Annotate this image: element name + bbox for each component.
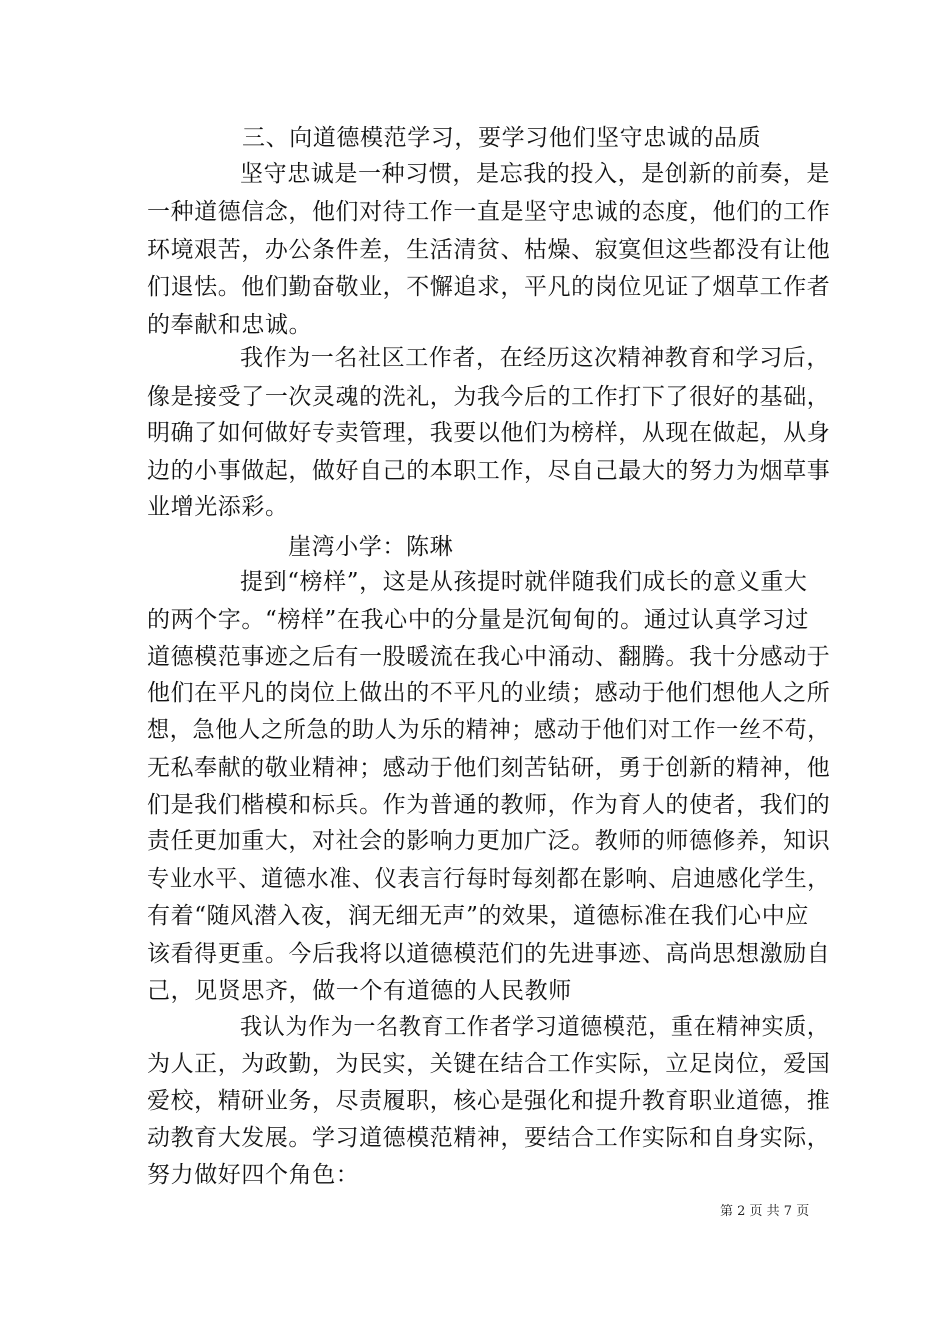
paragraph-line: 们是我们楷模和标兵。作为普通的教师，作为育人的使者，我们的 — [147, 792, 831, 818]
paragraph-line: 无私奉献的敬业精神；感动于他们刻苦钻研，勇于创新的精神，他 — [147, 755, 831, 781]
paragraph-line: 为人正，为政勤，为民实，关键在结合工作实际，立足岗位，爱国 — [147, 1051, 831, 1077]
paragraph-line: 努力做好四个角色： — [147, 1162, 360, 1188]
paragraph-line: 我作为一名社区工作者，在经历这次精神教育和学习后， — [240, 345, 830, 371]
paragraph-line: 己，见贤思齐，做一个有道德的人民教师 — [147, 978, 572, 1004]
paragraph-line: 的两个字。“榜样”在我心中的分量是沉甸甸的。通过认真学习过 — [147, 607, 809, 633]
paragraph-line: 我认为作为一名教育工作者学习道德模范，重在精神实质， — [240, 1014, 830, 1040]
paragraph-line: 爱校，精研业务，尽责履职，核心是强化和提升教育职业道德，推 — [147, 1088, 831, 1114]
paragraph-line: 提到“榜样”，这是从孩提时就伴随我们成长的意义重大 — [240, 569, 808, 595]
paragraph-line: 环境艰苦，办公条件差，生活清贫、枯燥、寂寞但这些都没有让他 — [147, 237, 831, 263]
paragraph-line: 像是接受了一次灵魂的洗礼，为我今后的工作打下了很好的基础， — [147, 384, 831, 410]
paragraph-line: 边的小事做起，做好自己的本职工作，尽自己最大的努力为烟草事 — [147, 458, 831, 484]
paragraph-line: 们退怯。他们勤奋敬业，不懈追求，平凡的岗位见证了烟草工作者 — [147, 274, 831, 300]
paragraph-line: 责任更加重大，对社会的影响力更加广泛。教师的师德修养，知识 — [147, 828, 831, 854]
section-heading: 三、向道德模范学习，要学习他们坚守忠诚的品质 — [242, 125, 762, 151]
paragraph-line: 动教育大发展。学习道德模范精神，要结合工作实际和自身实际， — [147, 1125, 831, 1151]
paragraph-line: 道德模范事迹之后有一股暖流在我心中涌动、翻腾。我十分感动于 — [147, 644, 831, 670]
paragraph-line: 坚守忠诚是一种习惯，是忘我的投入，是创新的前奏，是 — [240, 161, 830, 187]
paragraph-line: 业增光添彩。 — [147, 494, 289, 520]
paragraph-line: 他们在平凡的岗位上做出的不平凡的业绩；感动于他们想他人之所 — [147, 680, 831, 706]
paragraph-line: 一种道德信念，他们对待工作一直是坚守忠诚的态度，他们的工作 — [147, 199, 831, 225]
paragraph-line: 想，急他人之所急的助人为乐的精神；感动于他们对工作一丝不苟， — [147, 717, 831, 743]
page-number: 第 2 页 共 7 页 — [720, 1204, 810, 1219]
paragraph-line: 有着“随风潜入夜，润无细无声”的效果，道德标准在我们心中应 — [147, 903, 809, 929]
paragraph-line: 明确了如何做好专卖管理，我要以他们为榜样，从现在做起，从身 — [147, 420, 831, 446]
paragraph-line: 专业水平、道德水准、仪表言行每时每刻都在影响、启迪感化学生， — [147, 866, 831, 892]
paragraph-line: 的奉献和忠诚。 — [147, 312, 313, 338]
author-line: 崖湾小学：陈琳 — [288, 534, 454, 560]
paragraph-line: 该看得更重。今后我将以道德模范们的先进事迹、高尚思想激励自 — [147, 941, 831, 967]
